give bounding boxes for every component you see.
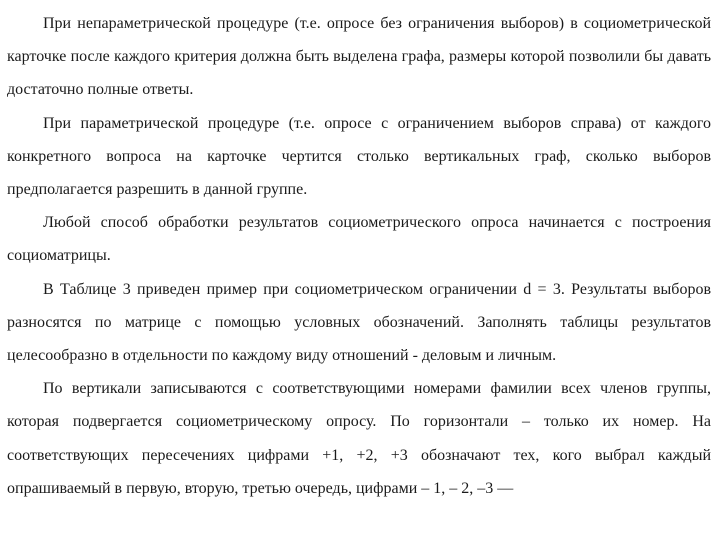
paragraph-table-example: В Таблице 3 приведен пример при социометрическом ограничении d = 3. Результаты выборов разносятся по матрице с помощью условных обозначений. Заполнять таблицы результатов целесообразно в отдельности по каждому виду отношений - деловым и личным.: [7, 280, 711, 365]
document-page: [7, 0, 711, 540]
paragraph-parametric-procedure: При параметрической процедуре (т.е. опросе с ограничением выборов справа) от каждого конкретного вопроса на карточке чертится столько вертикальных граф, сколько выборов предполагается разрешить в данной группе.: [7, 114, 711, 199]
paragraph-nonparametric-procedure: При непараметрической процедуре (т.е. опросе без ограничения выборов) в социометрической карточке после каждого критерия должна быть выделена графа, размеры которой позволили бы давать достаточно полные ответы.: [7, 15, 711, 99]
paragraph-matrix-filling: По вертикали записываются с соответствующими номерами фамилии всех членов группы, которая подвергается социометрическому опросу. По горизонтали – только их номер. На соответствующих пересечениях цифрами +1, +2, +3 обозначают тех, кого выбрал каждый опрашиваемый в первую, вторую, третью очередь, цифрами – 1, – 2, –3 —: [7, 380, 711, 497]
paragraph-processing-method: Любой способ обработки результатов социометрического опроса начинается с построения социоматрицы.: [7, 214, 711, 265]
